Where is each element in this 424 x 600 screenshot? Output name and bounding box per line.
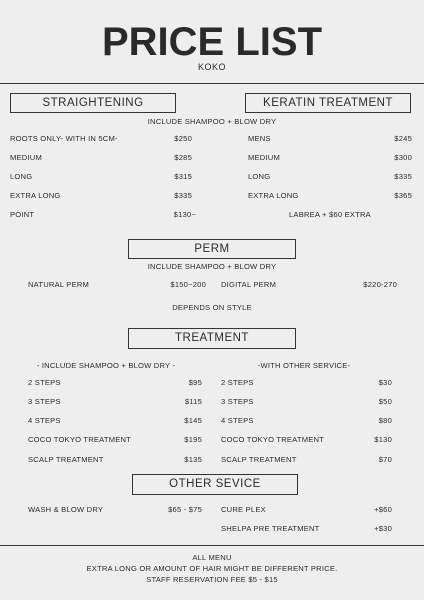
list-item-name: 2 STEPS — [28, 378, 61, 387]
footer-divider — [0, 545, 424, 546]
list-item-price: $80 — [378, 416, 392, 425]
list-item-price: $135 — [184, 455, 202, 464]
page-title: PRICE LIST — [101, 20, 323, 64]
list-item-price: $285 — [174, 153, 192, 162]
list-item-name: LONG — [248, 172, 271, 181]
treatment-right-note: -WITH OTHER SERVICE- — [257, 361, 351, 370]
list-item-name: 3 STEPS — [221, 397, 254, 406]
list-item-name: 4 STEPS — [221, 416, 254, 425]
list-item-price: $315 — [174, 172, 192, 181]
perm-note: INCLUDE SHAMPOO + BLOW DRY — [147, 262, 277, 271]
list-item-name: MENS — [248, 134, 271, 143]
list-item-name: NATURAL PERM — [28, 280, 90, 289]
list-item-name: MEDIUM — [10, 153, 42, 162]
list-item-price: $130~ — [173, 210, 196, 219]
list-item-name: ROOTS ONLY- WITH IN 5CM- — [10, 134, 118, 143]
list-item-price: $335 — [174, 191, 192, 200]
list-item-name: 2 STEPS — [221, 378, 254, 387]
list-item-name: 4 STEPS — [28, 416, 61, 425]
footer-line-1: ALL MENU — [192, 553, 232, 562]
list-item-price: $250 — [174, 134, 192, 143]
list-item-price: $70 — [378, 455, 392, 464]
list-item-price: +$30 — [374, 524, 392, 533]
list-item-price: $145 — [184, 416, 202, 425]
list-item-price: $130 — [374, 435, 392, 444]
list-item-price: $30 — [378, 378, 392, 387]
list-item-price: $300 — [394, 153, 412, 162]
list-item-name: DIGITAL PERM — [221, 280, 277, 289]
list-item-name: SCALP TREATMENT — [28, 455, 104, 464]
list-item-price: +$60 — [374, 505, 392, 514]
list-item-name: 3 STEPS — [28, 397, 61, 406]
list-item-name: SHELPA PRE TREATMENT — [221, 524, 320, 533]
list-item-name: COCO TOKYO TREATMENT — [221, 435, 325, 444]
list-item-name: SCALP TREATMENT — [221, 455, 297, 464]
footer-line-2: EXTRA LONG OR AMOUNT OF HAIR MIGHT BE DIFFERENT PRICE. — [86, 564, 338, 573]
list-item-price: $245 — [394, 134, 412, 143]
list-item-price: $335 — [394, 172, 412, 181]
list-item-name: EXTRA LONG — [10, 191, 61, 200]
list-item-price: $150~200 — [170, 280, 206, 289]
list-item-name: LONG — [10, 172, 33, 181]
footer-line-3: STAFF RESERVATION FEE $5 - $15 — [146, 575, 278, 584]
treatment-left-note: - INCLUDE SHAMPOO + BLOW DRY - — [36, 361, 176, 370]
list-item-price: $365 — [394, 191, 412, 200]
list-item-price: $195 — [184, 435, 202, 444]
header-divider — [0, 83, 424, 84]
list-item-name: MEDIUM — [248, 153, 280, 162]
straightening-heading: STRAIGHTENING — [10, 93, 176, 113]
keratin-extra: LABREA + $60 EXTRA — [289, 210, 371, 219]
perm-footnote: DEPENDS ON STYLE — [172, 303, 252, 312]
list-item-name: WASH & BLOW DRY — [28, 505, 104, 514]
list-item-price: $115 — [184, 397, 202, 406]
straightening-note: INCLUDE SHAMPOO + BLOW DRY — [147, 117, 277, 126]
salon-name: KOKO — [197, 62, 226, 72]
list-item-name: COCO TOKYO TREATMENT — [28, 435, 132, 444]
treatment-heading: TREATMENT — [128, 328, 296, 349]
other-service-heading: OTHER SEVICE — [132, 474, 298, 495]
keratin-heading: KERATIN TREATMENT — [245, 93, 411, 113]
list-item-price: $50 — [378, 397, 392, 406]
list-item-name: POINT — [10, 210, 35, 219]
list-item-price: $220-270 — [363, 280, 397, 289]
list-item-name: CURE PLEX — [221, 505, 266, 514]
perm-heading: PERM — [128, 239, 296, 259]
list-item-price: $65 - $75 — [168, 505, 202, 514]
list-item-name: EXTRA LONG — [248, 191, 299, 200]
list-item-price: $95 — [188, 378, 202, 387]
